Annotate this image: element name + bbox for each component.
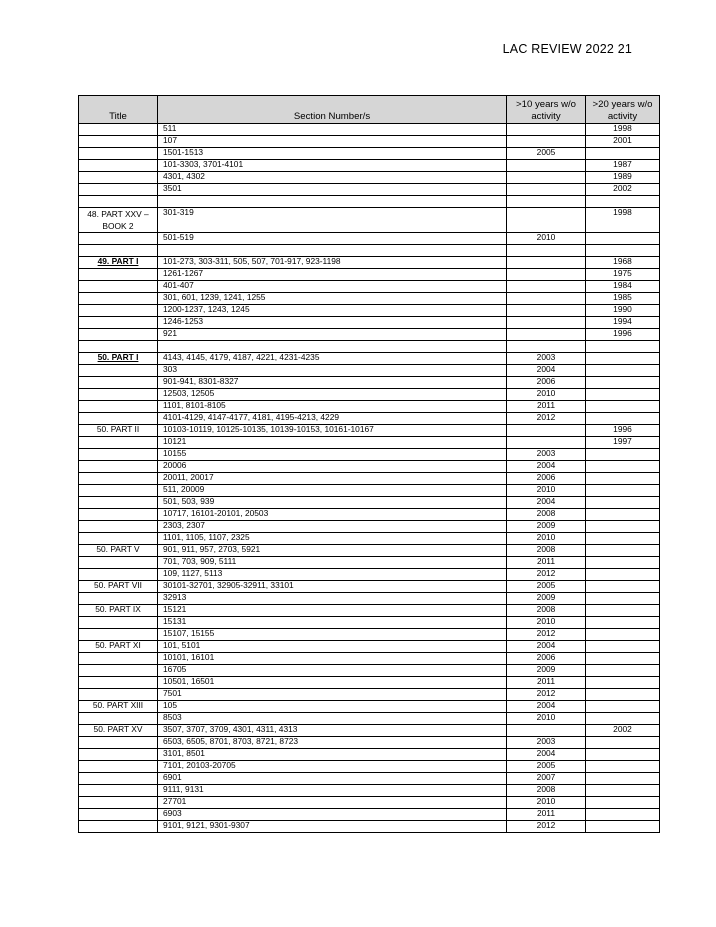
ten-year-cell: 2010 <box>507 389 586 401</box>
table-row <box>79 749 660 761</box>
ten-year-cell: 2010 <box>507 533 586 545</box>
twenty-year-cell <box>586 389 660 401</box>
twenty-year-cell: 2001 <box>586 136 660 148</box>
title-cell: 50. PART XI <box>79 641 158 653</box>
table-row <box>79 581 660 593</box>
ten-year-cell: 2006 <box>507 473 586 485</box>
twenty-year-cell <box>586 473 660 485</box>
column-header-title: Title <box>79 96 158 124</box>
ten-year-cell: 2004 <box>507 641 586 653</box>
ten-year-cell: 2008 <box>507 545 586 557</box>
twenty-year-cell: 1998 <box>586 208 660 233</box>
table-row <box>79 509 660 521</box>
twenty-year-cell <box>586 821 660 833</box>
ten-year-cell: 2005 <box>507 148 586 160</box>
twenty-year-cell <box>586 605 660 617</box>
page-header: LAC REVIEW 2022 21 <box>502 42 632 56</box>
title-cell <box>79 557 158 569</box>
twenty-year-cell <box>586 569 660 581</box>
ten-year-cell: 2011 <box>507 677 586 689</box>
twenty-year-cell <box>586 401 660 413</box>
title-cell <box>79 569 158 581</box>
section-numbers-cell: 30101-32701, 32905-32911, 33101 <box>158 581 507 593</box>
ten-year-cell: 2010 <box>507 485 586 497</box>
ten-year-cell: 2012 <box>507 689 586 701</box>
title-cell <box>79 713 158 725</box>
table-row <box>79 208 660 233</box>
ten-year-cell <box>507 269 586 281</box>
ten-year-cell <box>507 437 586 449</box>
ten-year-cell: 2012 <box>507 413 586 425</box>
table-row <box>79 305 660 317</box>
ten-year-cell <box>507 196 586 208</box>
table-row <box>79 172 660 184</box>
section-numbers-cell: 901, 911, 957, 2703, 5921 <box>158 545 507 557</box>
table-row <box>79 389 660 401</box>
title-cell <box>79 629 158 641</box>
title-cell <box>79 593 158 605</box>
section-numbers-cell: 301-319 <box>158 208 507 233</box>
section-numbers-cell: 20006 <box>158 461 507 473</box>
section-numbers-cell: 3101, 8501 <box>158 749 507 761</box>
twenty-year-cell <box>586 761 660 773</box>
twenty-year-cell <box>586 148 660 160</box>
ten-year-cell: 2009 <box>507 665 586 677</box>
title-cell: 50. PART XV <box>79 725 158 737</box>
title-cell <box>79 148 158 160</box>
twenty-year-cell: 1987 <box>586 160 660 172</box>
twenty-year-cell <box>586 509 660 521</box>
title-cell <box>79 124 158 136</box>
section-numbers-cell: 1501-1513 <box>158 148 507 160</box>
title-cell <box>79 317 158 329</box>
twenty-year-cell <box>586 809 660 821</box>
ten-year-cell: 2004 <box>507 497 586 509</box>
section-numbers-cell: 1246-1253 <box>158 317 507 329</box>
table-row <box>79 701 660 713</box>
section-numbers-cell: 15121 <box>158 605 507 617</box>
section-numbers-cell: 15107, 15155 <box>158 629 507 641</box>
section-numbers-cell <box>158 245 507 257</box>
section-numbers-cell: 105 <box>158 701 507 713</box>
title-cell <box>79 377 158 389</box>
section-numbers-cell <box>158 341 507 353</box>
table-row <box>79 605 660 617</box>
twenty-year-cell <box>586 245 660 257</box>
twenty-year-cell <box>586 653 660 665</box>
table-row <box>79 797 660 809</box>
title-cell <box>79 413 158 425</box>
section-numbers-cell: 6503, 6505, 8701, 8703, 8721, 8723 <box>158 737 507 749</box>
twenty-year-cell: 1996 <box>586 329 660 341</box>
table-row <box>79 629 660 641</box>
ten-year-cell <box>507 725 586 737</box>
table-row <box>79 665 660 677</box>
twenty-year-cell <box>586 677 660 689</box>
title-cell <box>79 665 158 677</box>
ten-year-cell <box>507 341 586 353</box>
twenty-year-cell: 1996 <box>586 425 660 437</box>
table-row <box>79 521 660 533</box>
twenty-year-cell <box>586 713 660 725</box>
twenty-year-cell <box>586 341 660 353</box>
table-row <box>79 365 660 377</box>
section-numbers-cell: 12503, 12505 <box>158 389 507 401</box>
title-cell <box>79 677 158 689</box>
title-cell: 50. PART VII <box>79 581 158 593</box>
twenty-year-cell: 1997 <box>586 437 660 449</box>
ten-year-cell <box>507 160 586 172</box>
section-numbers-cell: 10717, 16101-20101, 20503 <box>158 509 507 521</box>
title-cell <box>79 160 158 172</box>
table-row <box>79 184 660 196</box>
title-cell <box>79 737 158 749</box>
table-row <box>79 353 660 365</box>
twenty-year-cell <box>586 629 660 641</box>
table-row <box>79 245 660 257</box>
twenty-year-cell: 1975 <box>586 269 660 281</box>
section-numbers-cell: 511, 20009 <box>158 485 507 497</box>
section-numbers-cell: 3501 <box>158 184 507 196</box>
section-numbers-cell: 7101, 20103-20705 <box>158 761 507 773</box>
section-numbers-cell: 501-519 <box>158 233 507 245</box>
table-row <box>79 809 660 821</box>
column-header-20-years: >20 years w/o activity <box>586 96 660 124</box>
ten-year-cell <box>507 317 586 329</box>
table-body <box>79 124 660 833</box>
title-cell <box>79 389 158 401</box>
ten-year-cell: 2004 <box>507 365 586 377</box>
section-numbers-cell: 921 <box>158 329 507 341</box>
ten-year-cell <box>507 329 586 341</box>
twenty-year-cell <box>586 785 660 797</box>
table-row <box>79 401 660 413</box>
title-cell <box>79 329 158 341</box>
section-numbers-cell: 303 <box>158 365 507 377</box>
section-numbers-cell: 1200-1237, 1243, 1245 <box>158 305 507 317</box>
ten-year-cell: 2004 <box>507 701 586 713</box>
ten-year-cell: 2010 <box>507 617 586 629</box>
twenty-year-cell: 1968 <box>586 257 660 269</box>
ten-year-cell: 2012 <box>507 569 586 581</box>
section-numbers-cell: 15131 <box>158 617 507 629</box>
twenty-year-cell: 2002 <box>586 184 660 196</box>
ten-year-cell: 2010 <box>507 797 586 809</box>
title-cell <box>79 749 158 761</box>
title-cell <box>79 449 158 461</box>
twenty-year-cell <box>586 449 660 461</box>
table-row <box>79 341 660 353</box>
title-cell: 50. PART IX <box>79 605 158 617</box>
ten-year-cell: 2003 <box>507 353 586 365</box>
ten-year-cell <box>507 172 586 184</box>
ten-year-cell: 2011 <box>507 557 586 569</box>
section-numbers-cell: 6903 <box>158 809 507 821</box>
table-row <box>79 617 660 629</box>
table-row <box>79 677 660 689</box>
section-numbers-cell: 101-273, 303-311, 505, 507, 701-917, 923-1198 <box>158 257 507 269</box>
twenty-year-cell: 1990 <box>586 305 660 317</box>
table-row <box>79 545 660 557</box>
ten-year-cell: 2003 <box>507 449 586 461</box>
ten-year-cell <box>507 245 586 257</box>
title-cell <box>79 341 158 353</box>
table-row <box>79 485 660 497</box>
section-numbers-cell: 1261-1267 <box>158 269 507 281</box>
section-numbers-cell: 8503 <box>158 713 507 725</box>
table-row <box>79 533 660 545</box>
twenty-year-cell <box>586 689 660 701</box>
section-numbers-cell: 3507, 3707, 3709, 4301, 4311, 4313 <box>158 725 507 737</box>
ten-year-cell <box>507 293 586 305</box>
title-cell <box>79 136 158 148</box>
section-numbers-cell <box>158 196 507 208</box>
title-cell: 50. PART V <box>79 545 158 557</box>
twenty-year-cell <box>586 749 660 761</box>
ten-year-cell: 2010 <box>507 713 586 725</box>
twenty-year-cell <box>586 545 660 557</box>
ten-year-cell: 2005 <box>507 581 586 593</box>
twenty-year-cell <box>586 617 660 629</box>
twenty-year-cell <box>586 521 660 533</box>
twenty-year-cell <box>586 797 660 809</box>
title-cell <box>79 485 158 497</box>
title-cell <box>79 773 158 785</box>
ten-year-cell: 2008 <box>507 605 586 617</box>
twenty-year-cell: 1984 <box>586 281 660 293</box>
section-numbers-cell: 10155 <box>158 449 507 461</box>
section-numbers-cell: 9111, 9131 <box>158 785 507 797</box>
section-numbers-cell: 107 <box>158 136 507 148</box>
ten-year-cell: 2004 <box>507 461 586 473</box>
table-row <box>79 641 660 653</box>
section-numbers-cell: 4301, 4302 <box>158 172 507 184</box>
title-cell <box>79 172 158 184</box>
twenty-year-cell <box>586 497 660 509</box>
section-numbers-cell: 32913 <box>158 593 507 605</box>
ten-year-cell <box>507 281 586 293</box>
table-row <box>79 821 660 833</box>
section-numbers-cell: 511 <box>158 124 507 136</box>
table-row <box>79 761 660 773</box>
table-row <box>79 461 660 473</box>
ten-year-cell: 2009 <box>507 593 586 605</box>
ten-year-cell: 2006 <box>507 377 586 389</box>
twenty-year-cell <box>586 665 660 677</box>
table-row <box>79 293 660 305</box>
ten-year-cell: 2006 <box>507 653 586 665</box>
title-cell <box>79 533 158 545</box>
twenty-year-cell <box>586 773 660 785</box>
table-row <box>79 497 660 509</box>
section-numbers-cell: 901-941, 8301-8327 <box>158 377 507 389</box>
ten-year-cell <box>507 425 586 437</box>
table-row <box>79 473 660 485</box>
table-row <box>79 269 660 281</box>
ten-year-cell: 2005 <box>507 761 586 773</box>
ten-year-cell <box>507 257 586 269</box>
title-cell <box>79 509 158 521</box>
ten-year-cell: 2008 <box>507 509 586 521</box>
table-row <box>79 593 660 605</box>
twenty-year-cell <box>586 737 660 749</box>
ten-year-cell: 2010 <box>507 233 586 245</box>
table-row <box>79 257 660 269</box>
table-row <box>79 281 660 293</box>
lac-review-table <box>78 95 660 833</box>
ten-year-cell: 2012 <box>507 821 586 833</box>
table-row <box>79 425 660 437</box>
title-cell <box>79 293 158 305</box>
table-row <box>79 148 660 160</box>
twenty-year-cell <box>586 581 660 593</box>
table-row <box>79 196 660 208</box>
twenty-year-cell <box>586 533 660 545</box>
title-cell <box>79 281 158 293</box>
ten-year-cell: 2011 <box>507 401 586 413</box>
section-numbers-cell: 101, 5101 <box>158 641 507 653</box>
ten-year-cell <box>507 136 586 148</box>
ten-year-cell: 2009 <box>507 521 586 533</box>
section-numbers-cell: 501, 503, 939 <box>158 497 507 509</box>
ten-year-cell: 2007 <box>507 773 586 785</box>
twenty-year-cell: 1998 <box>586 124 660 136</box>
title-cell: 50. PART I <box>79 353 158 365</box>
ten-year-cell <box>507 208 586 233</box>
table-row <box>79 737 660 749</box>
table-header-row <box>79 96 660 124</box>
section-numbers-cell: 1101, 1105, 1107, 2325 <box>158 533 507 545</box>
ten-year-cell <box>507 184 586 196</box>
twenty-year-cell <box>586 557 660 569</box>
section-numbers-cell: 101-3303, 3701-4101 <box>158 160 507 172</box>
section-numbers-cell: 4101-4129, 4147-4177, 4181, 4195-4213, 4229 <box>158 413 507 425</box>
table-row <box>79 377 660 389</box>
title-cell: 49. PART I <box>79 257 158 269</box>
ten-year-cell <box>507 305 586 317</box>
table-row <box>79 317 660 329</box>
title-cell <box>79 461 158 473</box>
section-numbers-cell: 701, 703, 909, 5111 <box>158 557 507 569</box>
section-numbers-cell: 27701 <box>158 797 507 809</box>
title-cell <box>79 497 158 509</box>
title-cell <box>79 401 158 413</box>
title-cell <box>79 269 158 281</box>
title-cell <box>79 196 158 208</box>
twenty-year-cell: 1994 <box>586 317 660 329</box>
title-cell <box>79 821 158 833</box>
title-cell <box>79 797 158 809</box>
section-numbers-cell: 1101, 8101-8105 <box>158 401 507 413</box>
twenty-year-cell <box>586 365 660 377</box>
table-row <box>79 725 660 737</box>
title-cell <box>79 245 158 257</box>
table-row <box>79 124 660 136</box>
ten-year-cell: 2008 <box>507 785 586 797</box>
table-row <box>79 557 660 569</box>
title-cell <box>79 521 158 533</box>
section-numbers-cell: 10501, 16501 <box>158 677 507 689</box>
section-numbers-cell: 301, 601, 1239, 1241, 1255 <box>158 293 507 305</box>
table-row <box>79 773 660 785</box>
title-cell <box>79 365 158 377</box>
ten-year-cell: 2012 <box>507 629 586 641</box>
table-row <box>79 653 660 665</box>
title-cell <box>79 473 158 485</box>
twenty-year-cell <box>586 413 660 425</box>
title-cell <box>79 233 158 245</box>
table-row <box>79 329 660 341</box>
twenty-year-cell <box>586 461 660 473</box>
column-header-10-years: >10 years w/o activity <box>507 96 586 124</box>
table-row <box>79 569 660 581</box>
section-numbers-cell: 401-407 <box>158 281 507 293</box>
twenty-year-cell <box>586 701 660 713</box>
title-cell <box>79 184 158 196</box>
ten-year-cell: 2003 <box>507 737 586 749</box>
twenty-year-cell <box>586 233 660 245</box>
section-numbers-cell: 6901 <box>158 773 507 785</box>
table-row <box>79 449 660 461</box>
twenty-year-cell <box>586 485 660 497</box>
title-cell <box>79 653 158 665</box>
twenty-year-cell <box>586 593 660 605</box>
title-cell <box>79 617 158 629</box>
table-row <box>79 136 660 148</box>
title-cell <box>79 809 158 821</box>
twenty-year-cell <box>586 377 660 389</box>
table-row <box>79 785 660 797</box>
table-row <box>79 689 660 701</box>
ten-year-cell: 2011 <box>507 809 586 821</box>
table-row <box>79 437 660 449</box>
title-cell: 48. PART XXV – BOOK 2 <box>79 208 158 233</box>
section-numbers-cell: 16705 <box>158 665 507 677</box>
section-numbers-cell: 4143, 4145, 4179, 4187, 4221, 4231-4235 <box>158 353 507 365</box>
section-numbers-cell: 10101, 16101 <box>158 653 507 665</box>
title-cell <box>79 437 158 449</box>
ten-year-cell: 2004 <box>507 749 586 761</box>
title-cell <box>79 761 158 773</box>
twenty-year-cell <box>586 196 660 208</box>
title-cell: 50. PART II <box>79 425 158 437</box>
title-cell <box>79 305 158 317</box>
section-numbers-cell: 7501 <box>158 689 507 701</box>
table-row <box>79 713 660 725</box>
section-numbers-cell: 10121 <box>158 437 507 449</box>
section-numbers-cell: 9101, 9121, 9301-9307 <box>158 821 507 833</box>
twenty-year-cell: 1985 <box>586 293 660 305</box>
title-cell <box>79 689 158 701</box>
twenty-year-cell: 1989 <box>586 172 660 184</box>
twenty-year-cell <box>586 641 660 653</box>
section-numbers-cell: 2303, 2307 <box>158 521 507 533</box>
title-cell: 50. PART XIII <box>79 701 158 713</box>
ten-year-cell <box>507 124 586 136</box>
twenty-year-cell: 2002 <box>586 725 660 737</box>
title-cell <box>79 785 158 797</box>
table-row <box>79 413 660 425</box>
section-numbers-cell: 20011, 20017 <box>158 473 507 485</box>
section-numbers-cell: 10103-10119, 10125-10135, 10139-10153, 10161-10167 <box>158 425 507 437</box>
table-row <box>79 160 660 172</box>
column-header-section-numbers: Section Number/s <box>158 96 507 124</box>
table-row <box>79 233 660 245</box>
twenty-year-cell <box>586 353 660 365</box>
section-numbers-cell: 109, 1127, 5113 <box>158 569 507 581</box>
